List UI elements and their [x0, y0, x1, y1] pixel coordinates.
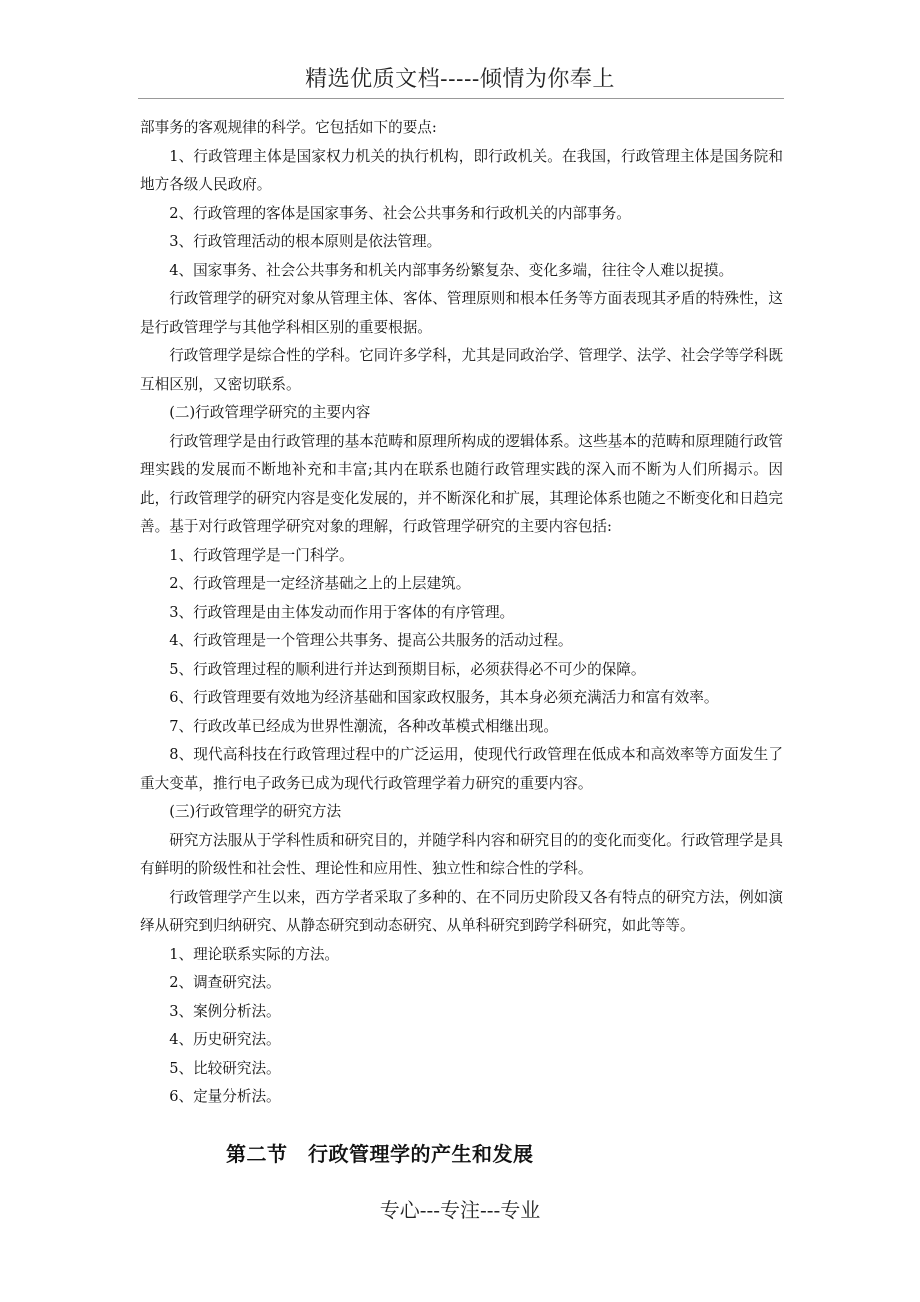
paragraph: 部事务的客观规律的科学。它包括如下的要点: [140, 119, 437, 136]
paragraph: 4、行政管理是一个管理公共事务、提高公共服务的活动过程。 [169, 632, 573, 649]
paragraph: 行政管理学的研究对象从管理主体、客体、管理原则和根本任务等方面表现其矛盾的特殊性，这是行政管理学与其他学科相区别的重要根据。 [140, 290, 783, 336]
paragraph: (二)行政管理学研究的主要内容 [169, 404, 371, 421]
paragraph: 3、案例分析法。 [169, 1002, 281, 1020]
paragraph: 4、国家事务、社会公共事务和机关内部事务纷繁复杂、变化多端，往往令人难以捉摸。 [169, 261, 734, 279]
paragraph: 研究方法服从于学科性质和研究目的，并随学科内容和研究目的的变化而变化。行政管理学是具有鲜明的阶级性和社会性、理论性和应用性、独立性和综合性的学科。 [140, 831, 783, 877]
page-footer: 专心---专注---专业 [379, 1198, 541, 1222]
paragraph: 7、行政改革已经成为世界性潮流，各种改革模式相继出现。 [169, 717, 558, 735]
paragraph: 2、行政管理是一定经济基础之上的上层建筑。 [169, 575, 471, 592]
document-body [140, 114, 783, 1112]
section-heading: 第二节 行政管理学的产生和发展 [226, 1142, 534, 1166]
paragraph: 6、定量分析法。 [169, 1088, 281, 1105]
paragraph: 2、行政管理的客体是国家事务、社会公共事务和行政机关的内部事务。 [169, 204, 631, 222]
paragraph: 5、行政管理过程的顺利进行并达到预期目标，必须获得必不可少的保障。 [169, 660, 646, 678]
paragraph: 行政管理学产生以来，西方学者采取了多种的、在不同历史阶段又各有特点的研究方法，例如演绎从研究到归纳研究、从静态研究到动态研究、从单科研究到跨学科研究，如此等等。 [140, 888, 783, 934]
page-header: 精选优质文档-----倾情为你奉上 [305, 67, 615, 92]
paragraph: 8、现代高科技在行政管理过程中的广泛运用，使现代行政管理在低成本和高效率等方面发生了重大变革，推行电子政务已成为现代行政管理学着力研究的重要内容。 [140, 746, 783, 792]
paragraph: (三)行政管理学的研究方法 [169, 803, 342, 820]
paragraph: 6、行政管理要有效地为经济基础和国家政权服务，其本身必须充满活力和富有效率。 [169, 689, 719, 706]
paragraph: 1、理论联系实际的方法。 [169, 945, 340, 963]
paragraph: 1、行政管理主体是国家权力机关的执行机构，即行政机关。在我国，行政管理主体是国务院和地方各级人民政府。 [140, 147, 783, 193]
header-divider [138, 98, 784, 99]
paragraph: 3、行政管理活动的根本原则是依法管理。 [169, 233, 442, 250]
paragraph: 1、行政管理学是一门科学。 [169, 546, 354, 564]
paragraph: 2、调查研究法。 [169, 974, 281, 991]
paragraph: 行政管理学是综合性的学科。它同许多学科，尤其是同政治学、管理学、法学、社会学等学科既互相区别，又密切联系。 [140, 347, 783, 393]
paragraph: 4、历史研究法。 [169, 1031, 281, 1048]
paragraph: 行政管理学是由行政管理的基本范畴和原理所构成的逻辑体系。这些基本的范畴和原理随行政管理实践的发展而不断地补充和丰富;其内在联系也随行政管理实践的深入而不断为人们所揭示。因此，行政管理学的研究内容是变化发展的，并不断深化和扩展，其理论体系也随之不断变化和日趋完善。基于对行政管理学研究对象的理解，行政管理学研究的主要内容包括: [140, 432, 783, 535]
paragraph: 3、行政管理是由主体发动而作用于客体的有序管理。 [169, 603, 515, 621]
paragraph: 5、比较研究法。 [169, 1059, 281, 1077]
